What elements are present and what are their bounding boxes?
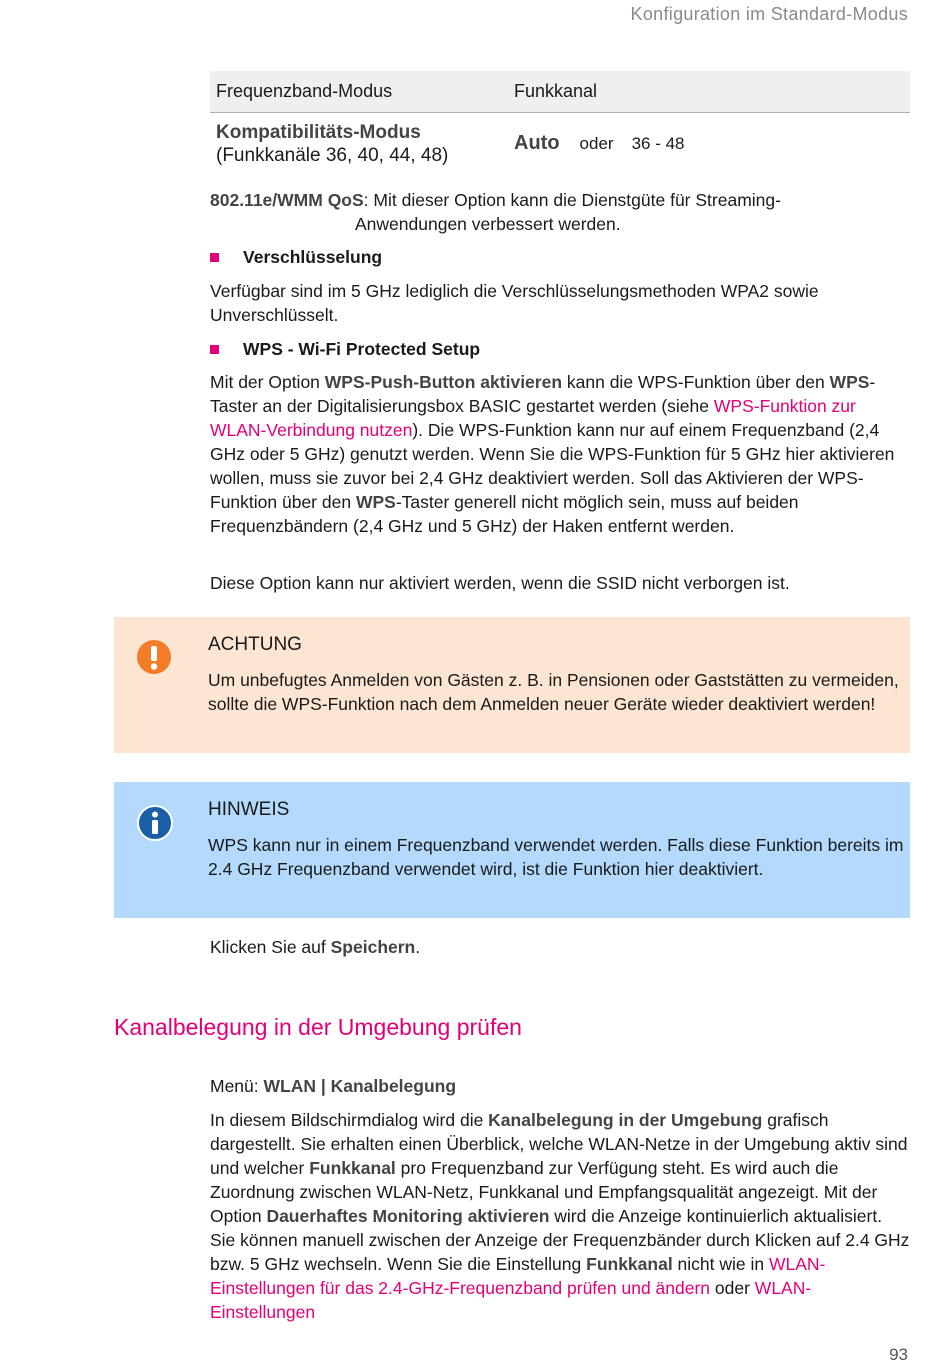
- encryption-heading: Verschlüsselung: [210, 247, 382, 268]
- section-title: Kanalbelegung in der Umgebung prüfen: [114, 1014, 522, 1040]
- mode-channels: (Funkkanäle 36, 40, 44, 48): [216, 145, 449, 166]
- bullet-square-icon: [210, 345, 219, 354]
- table-header: [210, 71, 910, 113]
- running-header: Konfiguration im Standard-Modus: [630, 4, 908, 24]
- warning-box: [114, 617, 910, 753]
- info-icon: [137, 805, 173, 841]
- section-paragraph: In diesem Bildschirmdialog wird die Kanalbelegung in der Umgebung grafisch dargestellt. Sie erhalten einen Überblick, welche WLAN-Netze in der Umgebung aktiv sind und welcher Funkkanal pro Frequenzband zur Verfügung steht. Es wird auch die Zuordnung zwischen WLAN-Netz, Funkkanal und Empfangsqualität angezeigt. Mit der Option Dauerhaftes Monitoring aktivieren wird die Anzeige kontinuierlich aktualisiert. Sie können manuell zwischen der Anzeige der Frequenzbänder durch Klicken auf 2.4 GHz bzw. 5 GHz wechseln. Wenn Sie die Einstellung Funkkanal nicht wie in WLAN-Einstellungen für das 2.4-GHz-Frequenzband prüfen und ändern oder WLAN-Einstellungen: [210, 1110, 910, 1322]
- qos-description: 802.11e/WMM QoS: Mit dieser Option kann die Dienstgüte für Streaming- Anwendungen verbessert werden.: [210, 190, 781, 234]
- wps-note: Diese Option kann nur aktiviert werden, wenn die SSID nicht verborgen ist.: [210, 573, 790, 593]
- menu-path: Menü: WLAN | Kanalbelegung: [210, 1076, 457, 1096]
- channel-or: oder: [579, 134, 614, 153]
- save-action: Speichern: [330, 937, 416, 957]
- col-header-mode: Frequenzband-Modus: [216, 81, 393, 101]
- mode-name: Kompatibilitäts-Modus: [216, 122, 421, 143]
- encryption-text: Verfügbar sind im 5 GHz lediglich die Verschlüsselungsmethoden WPA2 sowie Unverschlüsselt.: [210, 281, 819, 325]
- qos-term: 802.11e/WMM QoS: [210, 190, 364, 210]
- save-instruction: Klicken Sie auf Speichern.: [210, 937, 421, 957]
- wlan-24ghz-link[interactable]: WLAN-Einstellungen für das 2.4-GHz-Frequenzband prüfen und ändern: [210, 1254, 826, 1298]
- wps-heading: WPS - Wi-Fi Protected Setup: [210, 339, 480, 360]
- table-row: [210, 113, 910, 167]
- info-title: HINWEIS: [208, 799, 290, 820]
- wps-link[interactable]: WPS-Funktion zur WLAN-Verbindung nutzen: [210, 396, 856, 440]
- warning-text: Um unbefugtes Anmelden von Gästen z. B. in Pensionen oder Gaststätten zu vermeiden, sollte die WPS-Funktion nach dem Anmelden neuer Geräte wieder deaktiviert werden!: [208, 670, 899, 714]
- warning-title: ACHTUNG: [208, 634, 302, 655]
- bullet-square-icon: [210, 253, 219, 262]
- info-box: [114, 782, 910, 918]
- page-number: 93: [889, 1345, 908, 1364]
- wps-paragraph: Mit der Option WPS-Push-Button aktivieren kann die WPS-Funktion über den WPS-Taster an der Digitalisierungsbox BASIC gestartet werden (siehe WPS-Funktion zur WLAN-Verbindung nutzen). Die WPS-Funktion kann nur auf einem Frequenzband (2,4 GHz oder 5 GHz) genutzt werden. Wenn Sie die WPS-Funktion für 5 GHz hier aktivieren wollen, muss sie zuvor bei 2,4 GHz deaktiviert werden. Soll das Aktivieren der WPS-Funktion über den WPS-Taster generell nicht möglich sein, muss auf beiden Frequenzbändern (2,4 GHz und 5 GHz) der Haken entfernt werden.: [210, 372, 895, 536]
- info-text: WPS kann nur in einem Frequenzband verwendet werden. Falls diese Funktion bereits im 2.4 GHz Frequenzband verwendet wird, ist die Funktion hier deaktiviert.: [208, 835, 904, 879]
- channel-range: 36 - 48: [631, 134, 685, 153]
- frequency-band-table: [210, 71, 910, 167]
- col-header-channel: Funkkanal: [514, 81, 598, 101]
- channel-auto: Auto: [514, 132, 560, 154]
- wlan-settings-link[interactable]: WLAN-Einstellungen: [210, 1278, 812, 1322]
- exclamation-icon: [137, 640, 171, 674]
